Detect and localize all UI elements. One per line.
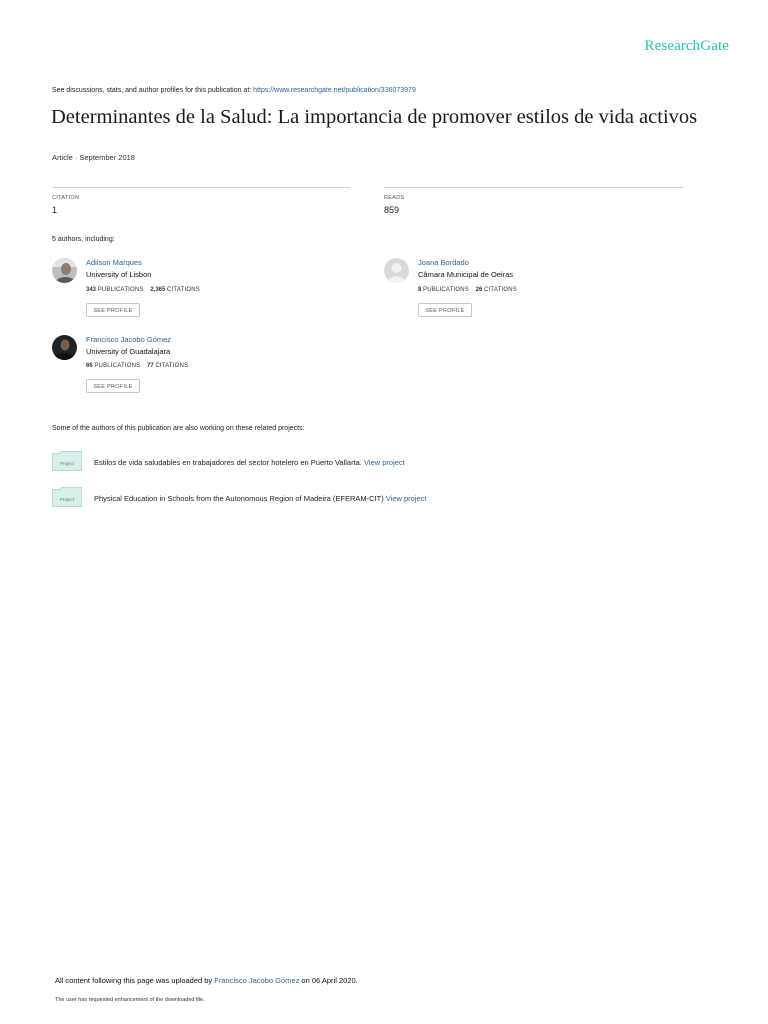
author-avatar[interactable] [52,258,77,283]
reads-label: READS [384,195,405,201]
author-avatar[interactable] [384,258,409,283]
citation-divider [52,187,350,188]
publication-url-link[interactable]: https://www.researchgate.net/publication/336073979 [253,87,416,94]
uploader-link[interactable]: Francisco Jacobo Gómez [214,976,300,985]
author-name-link[interactable]: Joana Bordado [418,258,469,267]
discussion-text: See discussions, stats, and author profiles for this publication at: [52,87,254,94]
publications-label: PUBLICATIONS [423,287,469,293]
project-icon-label: Project [59,497,75,502]
citations-label: CITATIONS [167,287,200,293]
project-icon-label: Project [59,461,75,466]
enhancement-note: The user has requested enhancement of the downloaded file. [55,997,205,1003]
see-profile-button[interactable]: SEE PROFILE [418,303,472,317]
see-profile-button[interactable]: SEE PROFILE [86,303,140,317]
author-stats [86,287,200,293]
author-stats [86,363,188,369]
discussion-line [52,87,416,94]
project-folder-icon[interactable] [52,451,82,471]
publications-count: 8 [418,287,422,293]
project-folder-icon[interactable] [52,487,82,507]
project-title: Estilos de vida saludables en trabajadores del sector hotelero en Puerto Vallarta. [94,458,365,467]
related-project-item [94,494,427,503]
citations-count: 2,365 [150,287,166,293]
author-stats [418,287,517,293]
author-avatar[interactable] [52,335,77,360]
publication-meta: Article · September 2018 [52,153,135,162]
related-projects-heading: Some of the authors of this publication are also working on these related projects: [52,425,305,432]
author-name-link[interactable]: Adilson Marques [86,258,142,267]
upload-footer [55,976,358,985]
author-institution: Câmara Municipal de Oeiras [418,270,514,279]
publication-title: Determinantes de la Salud: La importancia de promover estilos de vida activos [51,106,698,128]
default-avatar-icon [384,258,409,283]
researchgate-logo[interactable]: ResearchGate [644,38,729,54]
view-project-link[interactable]: View project [364,458,405,467]
citations-count: 77 [147,363,154,369]
reads-divider [384,187,684,188]
citations-label: CITATIONS [484,287,517,293]
citations-count: 26 [475,287,483,293]
publications-label: PUBLICATIONS [94,363,141,369]
reads-value: 859 [384,205,400,215]
author-name-link[interactable]: Francisco Jacobo Gómez [86,335,172,344]
project-title: Physical Education in Schools from the Autonomous Region of Madeira (EFERAM-CIT) [94,494,386,503]
citation-value: 1 [52,205,58,215]
footer-suffix: on 06 April 2020. [299,976,358,985]
publications-count: 66 [86,363,93,369]
see-profile-button[interactable]: SEE PROFILE [86,379,140,393]
authors-heading: 5 authors, including: [52,236,115,243]
related-project-item [94,458,405,467]
citation-label: CITATION [52,195,80,201]
author-photo-icon [52,335,77,360]
view-project-link[interactable]: View project [385,494,427,503]
publications-label: PUBLICATIONS [97,287,144,293]
footer-prefix: All content following this page was uploaded by [55,976,215,985]
author-institution: University of Guadalajara [86,347,171,356]
author-institution: University of Lisbon [86,270,152,279]
citations-label: CITATIONS [155,363,189,369]
publications-count: 343 [86,287,97,293]
author-photo-icon [52,258,77,283]
